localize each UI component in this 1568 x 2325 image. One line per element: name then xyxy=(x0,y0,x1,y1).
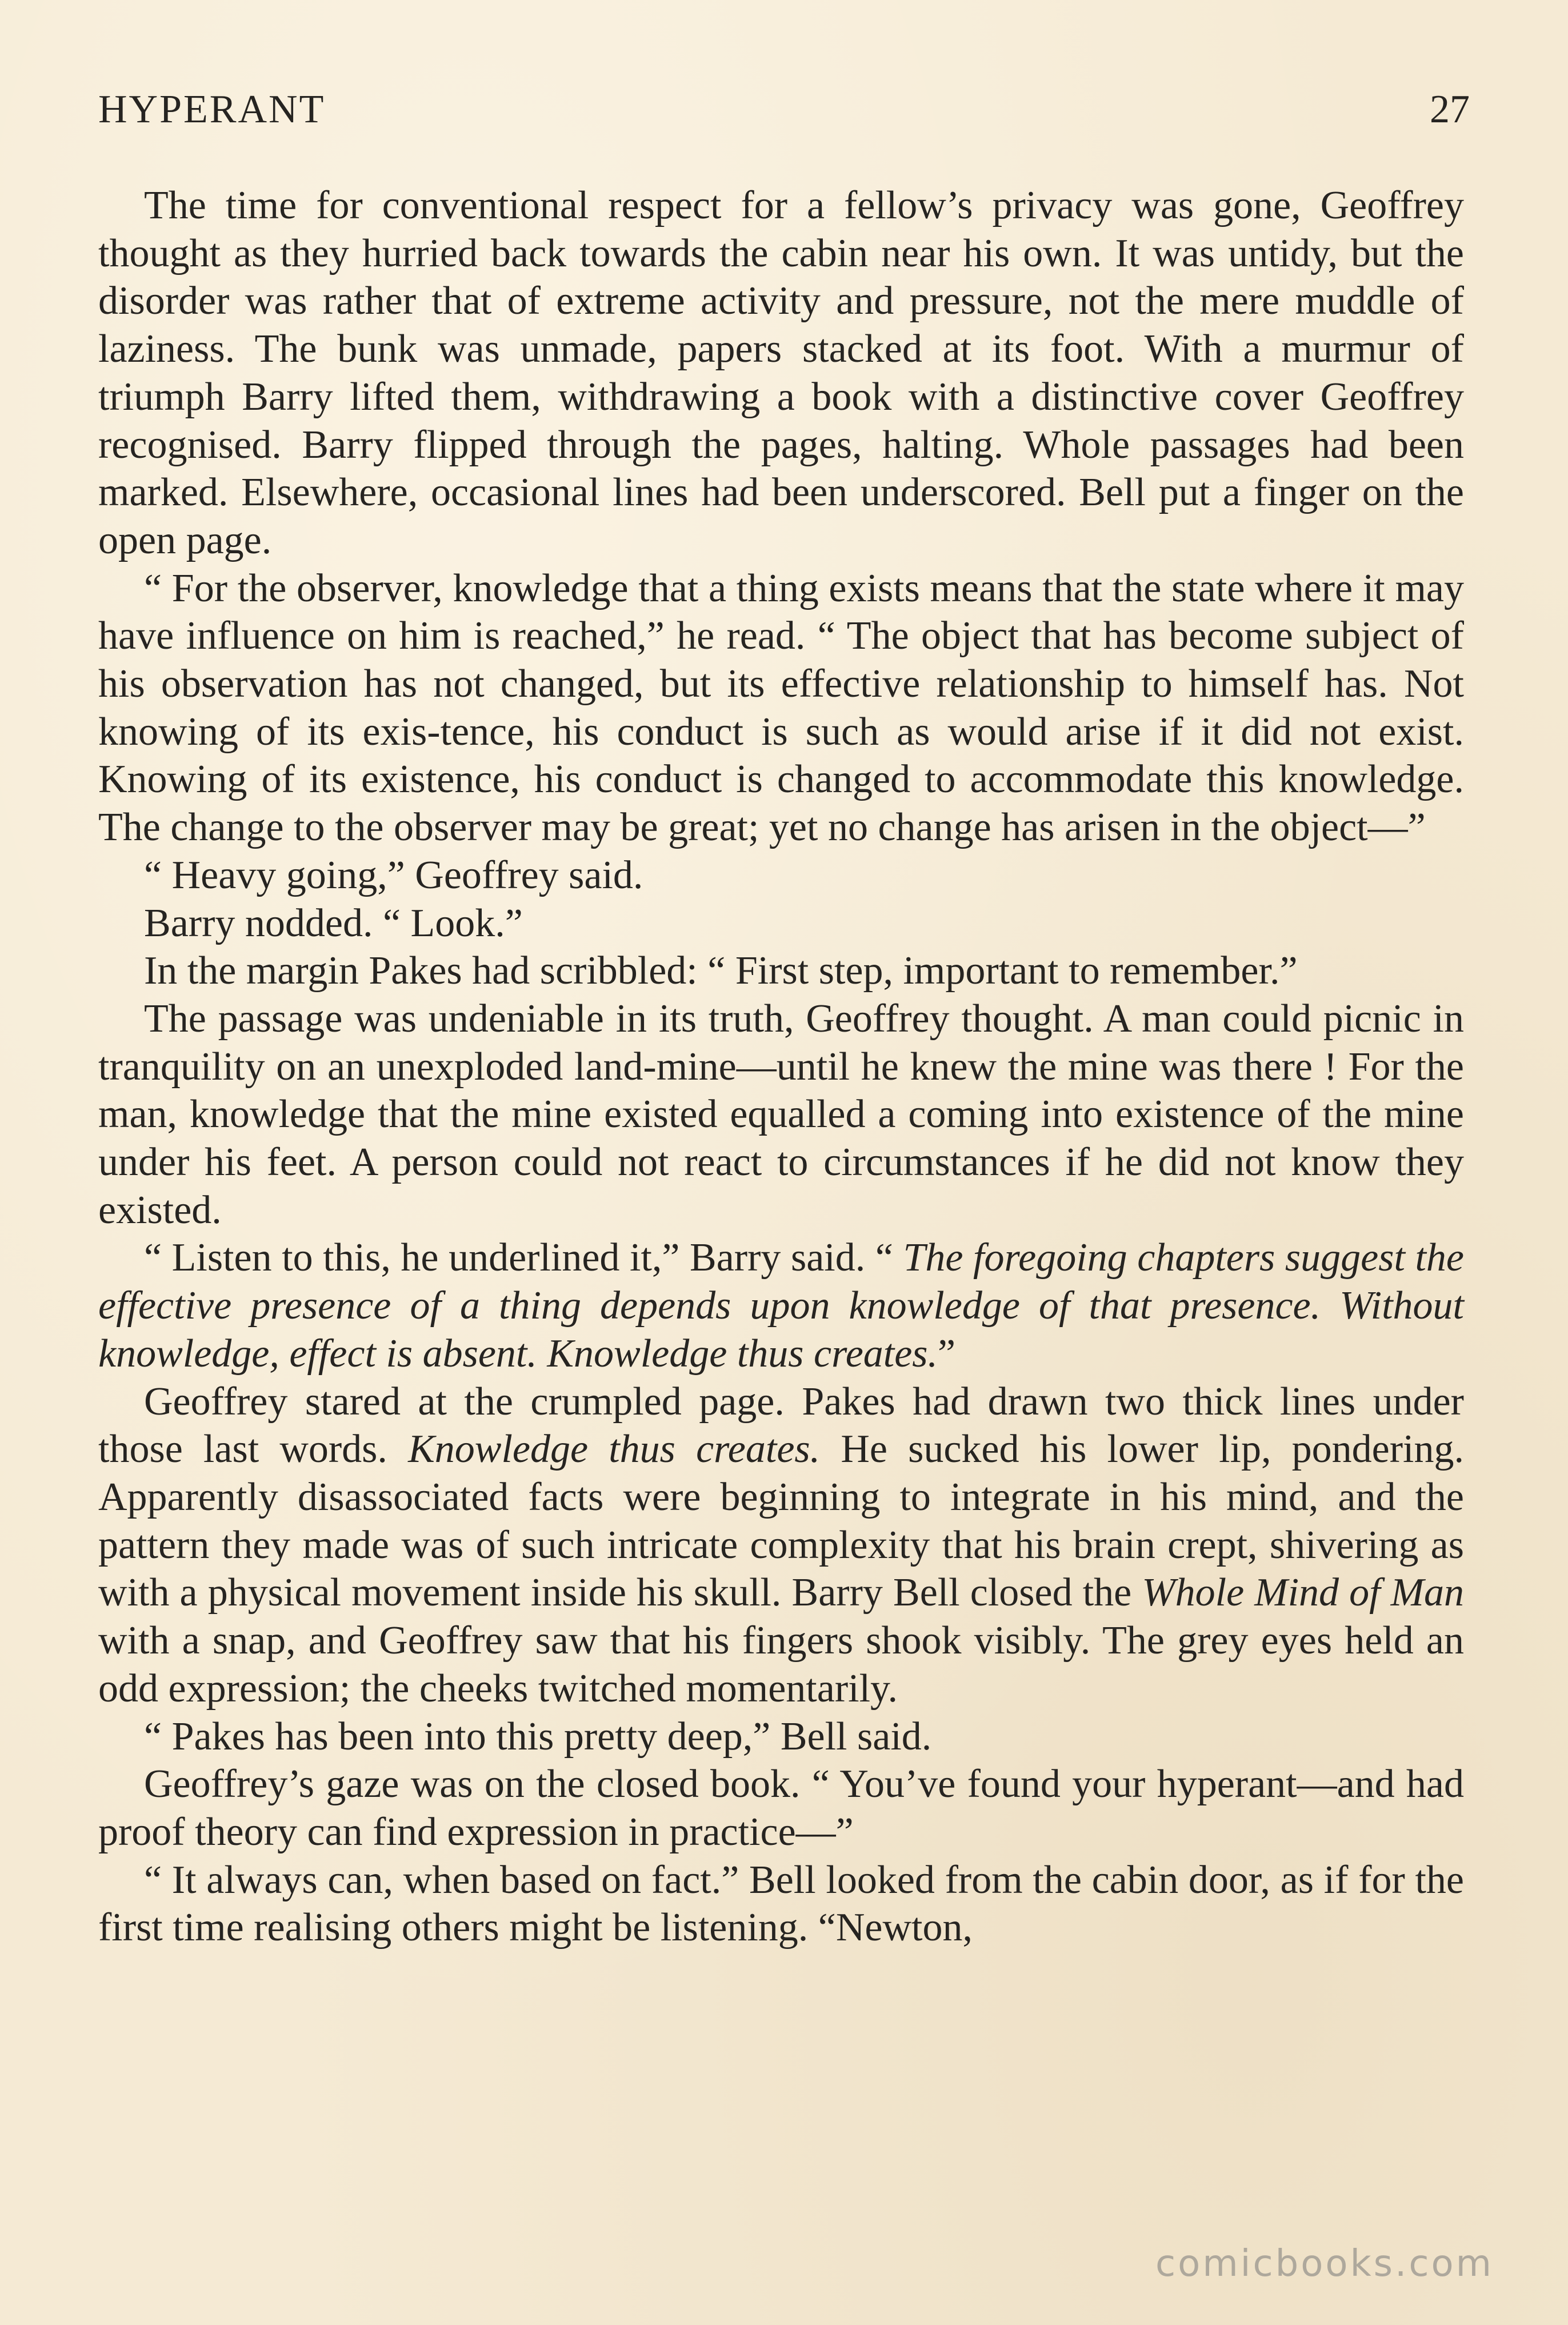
paragraph xyxy=(98,1713,1464,1761)
text-run: “ Heavy going,” Geoffrey said. xyxy=(144,853,643,897)
text-run: Geoffrey’s gaze was on the closed book. “ You’ve found your hyperant—and had proof theory can find expression in practice—” xyxy=(98,1762,1464,1854)
paragraph xyxy=(98,852,1464,900)
paragraph xyxy=(98,182,1464,565)
text-run: ” xyxy=(938,1331,956,1376)
text-run: The passage was undeniable in its truth, Geoffrey thought. A man could picnic in tranquility on an unexploded land-mine—until he knew the mine was there ! For the man, knowledge that the mine existed equalled a coming into existence of the mine under his feet. A person could not react to circumstances if he did not know they existed. xyxy=(98,996,1464,1232)
italic-text: The foregoing chapters suggest the effective presence of a thing depends upon knowledge of that presence. Without knowledge, effect is absent. Knowledge thus creates. xyxy=(98,1236,1464,1376)
paragraph xyxy=(98,1378,1464,1713)
italic-text: Knowledge thus creates. xyxy=(408,1427,821,1472)
paragraph xyxy=(98,1234,1464,1377)
watermark: comicbooks.com xyxy=(1155,2243,1494,2285)
body-text xyxy=(98,182,1464,1952)
text-run: with a snap, and Geoffrey saw that his fingers shook visibly. The grey eyes held an odd expression; the cheeks twitched momentarily. xyxy=(98,1619,1464,1711)
paragraph xyxy=(98,995,1464,1235)
text-run: “ Pakes has been into this pretty deep,” Bell said. xyxy=(144,1714,932,1759)
paragraph xyxy=(98,900,1464,948)
text-run: He sucked his lower lip, pondering. Apparently disassociated facts were beginning to integrate in his mind, and the pattern they made was of such intricate complexity that his brain crept, shivering as with a physical movement inside his skull. Barry Bell closed the xyxy=(98,1427,1464,1615)
paragraph xyxy=(98,1760,1464,1856)
page-number: 27 xyxy=(1430,87,1470,131)
running-head xyxy=(98,87,1470,138)
paragraph xyxy=(98,565,1464,852)
text-run: “ For the observer, knowledge that a thing exists means that the state where it may have influence on him is reached,” he read. “ The object that has become subject of his observation has not changed, but its effective relationship to himself has. Not knowing of its exis-tence, his conduct is such as would arise if it did not exist. Knowing of its existence, his conduct is changed to accommodate this knowledge. The change to the observer may be great; yet no change has arisen in the object—” xyxy=(98,566,1464,850)
italic-text: Whole Mind of Man xyxy=(1142,1571,1464,1615)
paragraph xyxy=(98,1856,1464,1952)
chapter-title: HYPERANT xyxy=(98,87,326,131)
text-run: The time for conventional respect for a fellow’s privacy was gone, Geoffrey thought as they hurried back towards the cabin near his own. It was untidy, but the disorder was rather that of extreme activity and pressure, not the mere muddle of laziness. The bunk was unmade, papers stacked at its foot. With a murmur of triumph Barry lifted them, withdrawing a book with a distinctive cover Geoffrey recognised. Barry flipped through the pages, halting. Whole passages had been marked. Elsewhere, occasional lines had been underscored. Bell put a finger on the open page. xyxy=(98,183,1464,562)
text-run: “ It always can, when based on fact.” Bell looked from the cabin door, as if for the first time realising others might be listening. “Newton, xyxy=(98,1857,1464,1950)
text-run: Barry nodded. “ Look.” xyxy=(144,901,523,945)
text-run: “ Listen to this, he underlined it,” Barry said. “ xyxy=(144,1236,903,1280)
text-run: In the margin Pakes had scribbled: “ First step, important to remember.” xyxy=(144,949,1298,993)
text-run: Geoffrey stared at the crumpled page. Pakes had drawn two thick lines under those last words. xyxy=(98,1379,1464,1472)
paragraph xyxy=(98,947,1464,995)
